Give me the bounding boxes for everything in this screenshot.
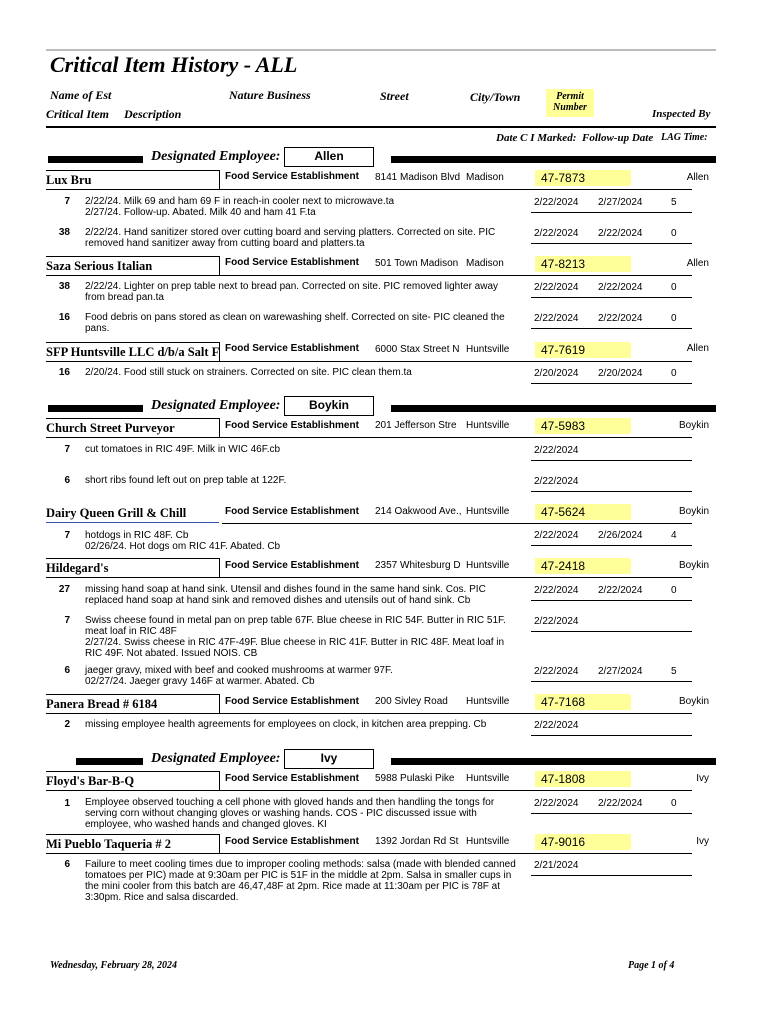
- street: 6000 Stax Street N: [375, 344, 460, 355]
- nature-business: Food Service Establishment: [225, 836, 359, 847]
- footer-page-number: Page 1 of 4: [628, 960, 675, 971]
- lag-time: 0: [671, 228, 677, 239]
- col-nature-business: Nature Business: [229, 88, 311, 102]
- establishment-rule: [46, 361, 692, 362]
- col-inspected-by: Inspected By: [652, 108, 711, 120]
- date-rule: [531, 383, 692, 384]
- date-rule: [531, 735, 692, 736]
- critical-item-description: Failure to meet cooling times due to improper cooling methods: salsa (made with blended canned tomatoes per PIC) made at 9:30am per PIC is 51F in the middle at 2pm. Salsa in smaller cups in the mini cooler from this batch are 46,47,48F at 2pm. Rice made at 11:30am per PIC is 78F at 3:30pm. Rice and salsa discarded.: [85, 859, 516, 903]
- lag-time: 0: [671, 368, 677, 379]
- critical-item-code: 27: [58, 584, 70, 595]
- critical-item-code: 16: [58, 367, 70, 378]
- critical-item-code: 16: [58, 312, 70, 323]
- permit-number: 47-8213: [535, 256, 631, 272]
- follow-up-date: 2/22/2024: [598, 282, 643, 293]
- lag-time: 0: [671, 798, 677, 809]
- col-date-ci-marked: Date C I Marked:: [496, 132, 577, 144]
- date-marked: 2/22/2024: [534, 313, 579, 324]
- nature-business: Food Service Establishment: [225, 171, 359, 182]
- designated-employee-label: Designated Employee:: [151, 751, 281, 766]
- critical-item-description: Employee observed touching a cell phone with gloved hands and then handling the tongs for serving corn without changing gloves or washing hands. COS - PIC discussed issue with employee, who washed hands and changed gloves. KI: [85, 797, 495, 830]
- lag-time: 5: [671, 666, 677, 677]
- establishment-name: SFP Huntsville LLC d/b/a Salt F: [46, 342, 220, 362]
- establishment-name: Panera Bread # 6184: [46, 694, 220, 714]
- date-rule: [531, 875, 692, 876]
- date-marked: 2/20/2024: [534, 368, 579, 379]
- city: Huntsville: [466, 344, 510, 355]
- permit-number: 47-1808: [535, 771, 631, 787]
- follow-up-date: 2/26/2024: [598, 530, 643, 541]
- nature-business: Food Service Establishment: [225, 506, 359, 517]
- city: Madison: [466, 258, 504, 269]
- date-marked: 2/22/2024: [534, 282, 579, 293]
- date-marked: 2/22/2024: [534, 530, 579, 541]
- date-rule: [531, 813, 692, 814]
- critical-item-description: 2/22/24. Milk 69 and ham 69 F in reach-in cooler next to microwave.ta 2/27/24. Follow-up. Abated. Milk 40 and ham 41 F.ta: [85, 196, 395, 218]
- col-name-of-est: Name of Est: [50, 88, 112, 102]
- permit-number: 47-7619: [535, 342, 631, 358]
- date-rule: [531, 328, 692, 329]
- designated-employee-label: Designated Employee:: [151, 149, 281, 164]
- permit-number: 47-5624: [535, 504, 631, 520]
- critical-item-description: missing employee health agreements for employees on clock, in kitchen area prepping. Cb: [85, 719, 487, 730]
- critical-item-code: 6: [64, 665, 70, 676]
- date-marked: 2/22/2024: [534, 720, 579, 731]
- date-marked: 2/22/2024: [534, 585, 579, 596]
- establishment-rule: [46, 713, 692, 714]
- critical-item-code: 38: [58, 281, 70, 292]
- date-marked: 2/22/2024: [534, 445, 579, 456]
- designated-bar-left: [48, 405, 143, 412]
- date-marked: 2/22/2024: [534, 616, 579, 627]
- date-rule: [531, 243, 692, 244]
- nature-business: Food Service Establishment: [225, 420, 359, 431]
- nature-business: Food Service Establishment: [225, 257, 359, 268]
- col-city-town: City/Town: [470, 90, 521, 104]
- street: 8141 Madison Blvd: [375, 172, 461, 183]
- critical-item-description: Food debris on pans stored as clean on warewashing shelf. Corrected on site- PIC cleaned the pans.: [85, 312, 505, 334]
- date-rule: [531, 681, 692, 682]
- designated-employee-name: Boykin: [284, 396, 374, 416]
- inspected-by: Allen: [686, 343, 709, 354]
- date-marked: 2/22/2024: [534, 476, 579, 487]
- header-rule: [46, 126, 716, 128]
- lag-time: 0: [671, 313, 677, 324]
- top-rule: [46, 49, 716, 51]
- date-rule: [531, 460, 692, 461]
- critical-item-code: 1: [64, 798, 70, 809]
- designated-bar-left: [76, 758, 143, 765]
- critical-item-description: cut tomatoes in RIC 49F. Milk in WIC 46F.cb: [85, 444, 281, 455]
- designated-employee-name: Ivy: [284, 749, 374, 769]
- critical-item-description: short ribs found left out on prep table at 122F.: [85, 475, 287, 486]
- establishment-name: Church Street Purveyor: [46, 418, 220, 438]
- col-follow-up-date: Follow-up Date: [582, 132, 654, 144]
- critical-item-code: 7: [64, 444, 70, 455]
- critical-item-description: 2/22/24. Hand sanitizer stored over cutting board and serving platters. Corrected on site. PIC removed hand sanitizer away from cutting board and platters.ta: [85, 227, 496, 249]
- establishment-name: Mi Pueblo Taqueria # 2: [46, 834, 220, 854]
- designated-bar-right: [391, 156, 716, 163]
- nature-business: Food Service Establishment: [225, 560, 359, 571]
- city: Huntsville: [466, 506, 510, 517]
- street: 2357 Whitesburg D: [375, 560, 461, 571]
- designated-employee-label: Designated Employee:: [151, 398, 281, 413]
- street: 5988 Pulaski Pike: [375, 773, 455, 784]
- date-rule: [531, 491, 692, 492]
- inspected-by: Boykin: [678, 420, 709, 431]
- date-rule: [531, 297, 692, 298]
- nature-business: Food Service Establishment: [225, 696, 359, 707]
- lag-time: 4: [671, 530, 677, 541]
- establishment-rule: [222, 523, 692, 524]
- street: 501 Town Madison: [375, 258, 459, 269]
- establishment-rule: [46, 790, 692, 791]
- follow-up-date: 2/20/2024: [598, 368, 643, 379]
- inspected-by: Boykin: [678, 506, 709, 517]
- permit-number: 47-7873: [535, 170, 631, 186]
- col-street: Street: [380, 89, 409, 103]
- city: Huntsville: [466, 773, 510, 784]
- follow-up-date: 2/27/2024: [598, 197, 643, 208]
- permit-number: 47-7168: [535, 694, 631, 710]
- critical-item-code: 7: [64, 196, 70, 207]
- follow-up-date: 2/22/2024: [598, 798, 643, 809]
- critical-item-description: jaeger gravy, mixed with beef and cooked mushrooms at warmer 97F. 02/27/24. Jaeger gravy 146F at warmer. Abated. Cb: [85, 665, 393, 687]
- critical-item-code: 7: [64, 530, 70, 541]
- date-rule: [531, 212, 692, 213]
- designated-bar-right: [391, 405, 716, 412]
- lag-time: 5: [671, 197, 677, 208]
- date-marked: 2/22/2024: [534, 666, 579, 677]
- critical-item-description: missing hand soap at hand sink. Utensil and dishes found in the same hand sink. Cos. PIC replaced hand soap at hand sink and removed dishes and utensils out of hand sink. Cb: [85, 584, 486, 606]
- city: Huntsville: [466, 560, 510, 571]
- critical-item-code: 6: [64, 475, 70, 486]
- street: 214 Oakwood Ave.,: [375, 506, 462, 517]
- permit-number: 47-2418: [535, 558, 631, 574]
- permit-number: 47-9016: [535, 834, 631, 850]
- nature-business: Food Service Establishment: [225, 343, 359, 354]
- date-marked: 2/22/2024: [534, 798, 579, 809]
- establishment-rule: [46, 275, 692, 276]
- inspected-by: Ivy: [696, 773, 709, 784]
- col-critical-item: Critical Item: [46, 107, 109, 121]
- critical-item-description: 2/20/24. Food still stuck on strainers. Corrected on site. PIC clean them.ta: [85, 367, 412, 378]
- lag-time: 0: [671, 282, 677, 293]
- designated-employee-name: Allen: [284, 147, 374, 167]
- permit-number: 47-5983: [535, 418, 631, 434]
- nature-business: Food Service Establishment: [225, 773, 359, 784]
- establishment-rule: [46, 853, 692, 854]
- inspected-by: Allen: [686, 258, 709, 269]
- establishment-rule: [46, 437, 692, 438]
- establishment-rule: [46, 577, 692, 578]
- establishment-name: Saza Serious Italian: [46, 256, 220, 276]
- date-rule: [531, 600, 692, 601]
- city: Huntsville: [466, 696, 510, 707]
- city: Huntsville: [466, 420, 510, 431]
- establishment-name: Dairy Queen Grill & Chill: [46, 504, 219, 523]
- lag-time: 0: [671, 585, 677, 596]
- establishment-name: Lux Bru: [46, 170, 220, 190]
- establishment-name: Floyd's Bar-B-Q: [46, 771, 220, 791]
- establishment-rule: [46, 189, 692, 190]
- critical-item-description: Swiss cheese found in metal pan on prep table 67F. Blue cheese in RIC 54F. Butter in RIC 51F. meat loaf in RIC 48F 2/27/24. Swiss cheese in RIC 47F-49F. Blue cheese in RIC 41F. Butter in RIC 48F. Meat loaf in RIC 49F. Not abated. Issued NOIS. CB: [85, 615, 506, 659]
- designated-bar-right: [391, 758, 716, 765]
- col-description: Description: [124, 107, 182, 121]
- inspected-by: Boykin: [678, 560, 709, 571]
- col-permit-number: Permit Number: [546, 89, 594, 117]
- establishment-name: Hildegard's: [46, 558, 220, 578]
- street: 201 Jefferson Stre: [375, 420, 457, 431]
- critical-item-code: 6: [64, 859, 70, 870]
- city: Huntsville: [466, 836, 510, 847]
- date-rule: [531, 545, 692, 546]
- date-marked: 2/22/2024: [534, 197, 579, 208]
- critical-item-code: 38: [58, 227, 70, 238]
- critical-item-code: 2: [64, 719, 70, 730]
- inspected-by: Allen: [686, 172, 709, 183]
- follow-up-date: 2/22/2024: [598, 228, 643, 239]
- follow-up-date: 2/27/2024: [598, 666, 643, 677]
- city: Madison: [466, 172, 504, 183]
- designated-bar-left: [48, 156, 143, 163]
- date-marked: 2/21/2024: [534, 860, 579, 871]
- critical-item-description: 2/22/24. Lighter on prep table next to bread pan. Corrected on site. PIC removed lighter away from bread pan.ta: [85, 281, 499, 303]
- critical-item-code: 7: [64, 615, 70, 626]
- page-title: Critical Item History - ALL: [50, 52, 298, 77]
- follow-up-date: 2/22/2024: [598, 585, 643, 596]
- date-marked: 2/22/2024: [534, 228, 579, 239]
- inspected-by: Ivy: [696, 836, 709, 847]
- col-lag-time: LAG Time:: [661, 132, 708, 143]
- critical-item-description: hotdogs in RIC 48F. Cb 02/26/24. Hot dogs om RIC 41F. Abated. Cb: [85, 530, 281, 552]
- follow-up-date: 2/22/2024: [598, 313, 643, 324]
- date-rule: [531, 631, 692, 632]
- inspected-by: Boykin: [678, 696, 709, 707]
- street: 1392 Jordan Rd St: [375, 836, 459, 847]
- street: 200 Sivley Road: [375, 696, 448, 707]
- footer-date: Wednesday, February 28, 2024: [50, 960, 177, 971]
